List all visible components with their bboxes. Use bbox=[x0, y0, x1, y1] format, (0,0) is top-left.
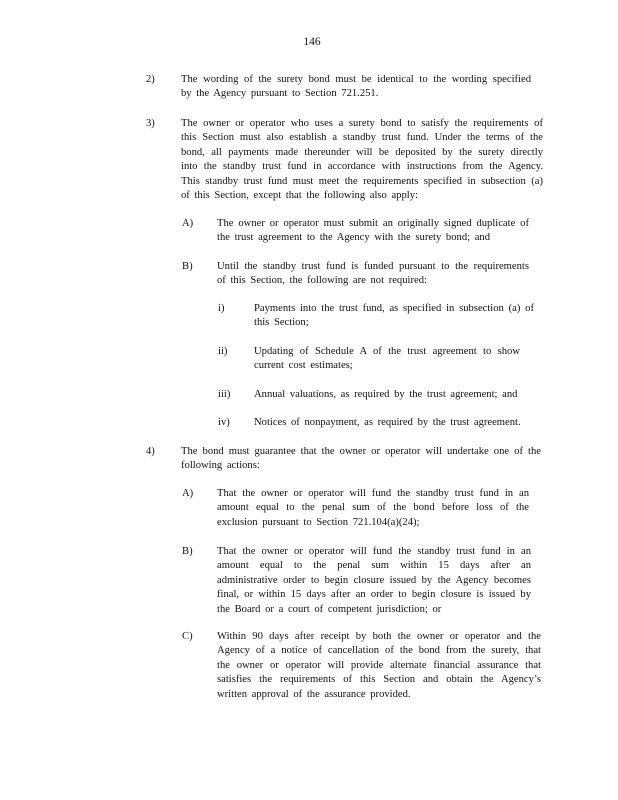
item-3b-iv-text: Notices of nonpayment, as required by the trust agreement. bbox=[254, 417, 521, 428]
item-2-text: The wording of the surety bond must be identical to the wording specified by the Agency pursuant to Section 721.251. bbox=[181, 74, 531, 100]
item-3-label: 3) bbox=[146, 118, 155, 129]
item-4-text: The bond must guarantee that the owner or operator will undertake one of the following actions: bbox=[181, 446, 541, 472]
item-3a-text: The owner or operator must submit an originally signed duplicate of the trust agreement to the Agency with the surety bond; and bbox=[217, 218, 529, 244]
item-3b-label: B) bbox=[182, 261, 193, 272]
item-4c-label: C) bbox=[182, 631, 193, 642]
page-number: 146 bbox=[303, 36, 321, 48]
item-3b-ii-label: ii) bbox=[218, 346, 228, 357]
item-3b-iv-label: iv) bbox=[218, 417, 230, 428]
item-4a-label: A) bbox=[182, 488, 194, 499]
item-4c-text: Within 90 days after receipt by both the owner or operator and the Agency of a notice of cancellation of the bond from the surety, that the owner or operator will provide alternate financial assurance that satisfies the requirements of this Section and obtain the Agency’s written approval of the assurance provided. bbox=[217, 631, 541, 700]
item-4b-label: B) bbox=[182, 546, 193, 557]
item-3b-i-text: Payments into the trust fund, as specified in subsection (a) of this Section; bbox=[254, 303, 534, 329]
item-3b-ii-text: Updating of Schedule A of the trust agreement to show current cost estimates; bbox=[254, 346, 520, 372]
item-3a-label: A) bbox=[182, 218, 194, 229]
item-3b-iii-label: iii) bbox=[218, 389, 231, 400]
item-3-text: The owner or operator who uses a surety bond to satisfy the requirements of this Section must also establish a standby trust fund. Under the terms of the bond, all payments made thereunder will be deposited by the surety directly into the standby trust fund in accordance with instructions from the Agency. This standby trust fund must meet the requirements specified in subsection (a) of this Section, except that the following also apply: bbox=[181, 118, 543, 202]
item-3b-i-label: i) bbox=[218, 303, 225, 314]
item-3b-text: Until the standby trust fund is funded pursuant to the requirements of this Section, the following are not required: bbox=[217, 261, 529, 287]
item-3b-iii-text: Annual valuations, as required by the trust agreement; and bbox=[254, 389, 518, 400]
item-2-label: 2) bbox=[146, 74, 155, 85]
item-4b-text: That the owner or operator will fund the standby trust fund in an amount equal to the penal sum within 15 days after an administrative order to begin closure issued by the Agency becomes final, or within 15 days after an order to begin closure is issued by the Board or a court of competent jurisdiction; or bbox=[217, 546, 531, 615]
item-4-label: 4) bbox=[146, 446, 155, 457]
item-4a-text: That the owner or operator will fund the standby trust fund in an amount equal to the penal sum of the bond before loss of the exclusion pursuant to Section 721.104(a)(24); bbox=[217, 488, 529, 528]
